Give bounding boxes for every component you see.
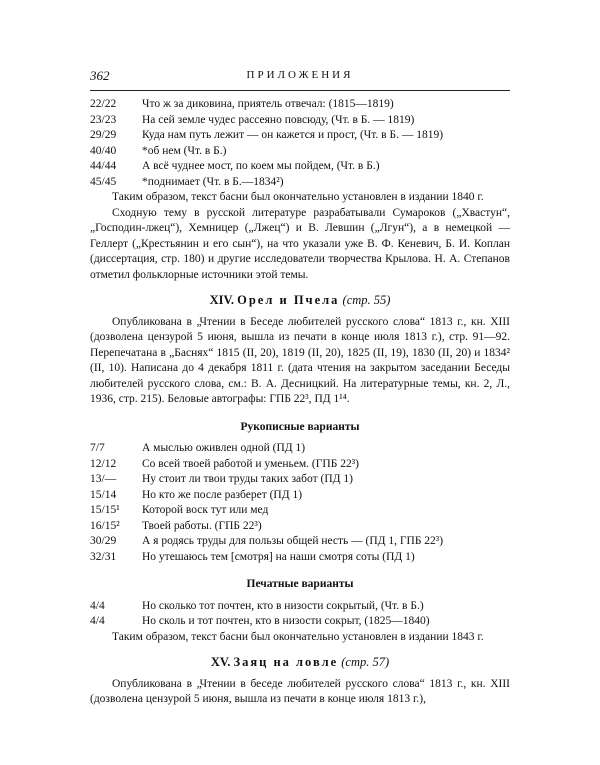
- variant-text: Куда нам путь лежит — он кажется и прост, (Чт. в Б. — 1819): [142, 129, 444, 141]
- variant-row: [90, 144, 510, 160]
- variant-text: *об нем (Чт. в Б.): [142, 144, 227, 157]
- variant-text: А мыслью оживлен одной (ПД 1): [142, 442, 306, 454]
- variant-row: [90, 519, 510, 535]
- variant-row: [90, 97, 510, 113]
- paragraph: Таким образом, текст басни был окончательно установлен в издании 1840 г.: [112, 191, 484, 203]
- section-title-text: Заяц на ловле: [233, 655, 339, 669]
- variant-text: Но сколько тот почтен, кто в низости сокрытый, (Чт. в Б.): [142, 599, 424, 612]
- variant-text: А всё чуднее мост, по коем мы пойдем, (Чт. в Б.): [142, 160, 380, 172]
- variant-number: 22/22: [90, 98, 117, 110]
- section-heading: [90, 655, 510, 671]
- variant-number: 12/12: [90, 457, 117, 470]
- variant-row: [90, 550, 510, 566]
- page-content: [90, 97, 510, 708]
- variant-number: 40/40: [90, 144, 117, 157]
- variant-row: [90, 457, 510, 473]
- subsection-heading: Рукописные варианты: [240, 420, 360, 433]
- section-numeral: XIV.: [209, 293, 234, 307]
- variant-number: 23/23: [90, 113, 117, 126]
- header-rule: [90, 90, 510, 91]
- variants-top-list: [90, 97, 510, 190]
- section-heading: [90, 293, 510, 309]
- variant-text: *поднимает (Чт. в Б.—1834²): [142, 175, 284, 188]
- variant-number: 16/15²: [90, 519, 120, 532]
- section-page-ref: (стр. 57): [341, 655, 390, 669]
- variant-number: 44/44: [90, 160, 117, 172]
- variant-row: [90, 534, 510, 550]
- variant-row: [90, 614, 510, 630]
- variant-number: 15/14: [90, 488, 117, 501]
- paragraph: Сходную тему в русской литературе разрабатывали Сумароков („Хвастун“, „Господин-лжец“), Хемницер („Лжец“) и В. Левшин („Лгун“), а в немецкой — Геллерт („Крестьянин и его сын“), на что указали уже В. Ф. Кеневич, Б. И. Коплан (диссертация, стр. 180) и другие исследователи творчества Крылова. Н. А. Степанов отметил фольклорные источники этой темы.: [90, 206, 510, 281]
- variant-row: [90, 488, 510, 504]
- variant-row: [90, 159, 510, 175]
- variant-text: Твоей работы. (ГПБ 22³): [142, 519, 262, 532]
- subsection-heading: Печатные варианты: [246, 578, 354, 590]
- variant-row: [90, 472, 510, 488]
- variant-row: [90, 175, 510, 191]
- variant-number: 30/29: [90, 535, 117, 547]
- variant-text: Но кто же после разберет (ПД 1): [142, 488, 303, 501]
- variant-text: Но утешаюсь тем [смотря] на наши смотря соты (ПД 1): [142, 550, 415, 563]
- section-page-ref: (стр. 55): [342, 293, 391, 307]
- variant-number: 4/4: [90, 615, 105, 627]
- paragraph: Опубликована в „Чтении в беседе любителей русского слова“ 1813 г., кн. XIII (дозволена цензурой 5 июня, вышла из печати в конце июля 1813 г.),: [90, 677, 510, 705]
- variant-text: Но сколь и тот почтен, кто в низости сокрыт, (1825—1840): [142, 615, 430, 627]
- variant-text: Что ж за диковина, приятель отвечал: (1815—1819): [142, 98, 394, 110]
- variant-number: 45/45: [90, 175, 117, 188]
- section-numeral: XV.: [210, 655, 231, 669]
- variant-text: Ну стоит ли твои труды таких забот (ПД 1): [142, 473, 353, 485]
- variant-row: [90, 441, 510, 457]
- variant-text: А я родясь труды для пользы общей несть — (ПД 1, ГПБ 22³): [142, 535, 444, 547]
- variant-row: [90, 113, 510, 129]
- variant-text: Со всей твоей работой и уменьем. (ГПБ 22³): [142, 457, 359, 470]
- section-title-text: Орел и Пчела: [237, 293, 340, 307]
- page-header: [90, 68, 510, 88]
- variant-number: 15/15¹: [90, 504, 120, 516]
- variant-row: [90, 503, 510, 519]
- running-title: ПРИЛОЖЕНИЯ: [246, 69, 354, 81]
- manuscript-variants-list: [90, 441, 510, 565]
- printed-variants-list: [90, 599, 510, 630]
- paragraph: Опубликована в „Чтении в Беседе любителей русского слова“ 1813 г., кн. XIII (дозволена цензурой 5 июня, вышла из печати в конце июля 1813 г.), стр. 91—92. Перепечатана в „Баснях“ 1815 (II, 20), 1819 (II, 20), 1825 (II, 19), 1830 (II, 20) и 1834² (II, 10). Написана до 4 декабря 1811 г. (дата чтения на закрытом заседании Беседы любителей русского слова, см.: В. А. Десницкий. На литературные темы, кн. 2, Л., 1936, стр. 215). Беловые автографы: ГПБ 22³, ПД 1¹⁴.: [90, 315, 510, 405]
- variant-row: [90, 599, 510, 615]
- variant-text: На сей земле чудес рассеяно повсюду, (Чт. в Б. — 1819): [142, 113, 415, 126]
- variant-number: 4/4: [90, 599, 105, 612]
- variant-row: [90, 128, 510, 144]
- variant-text: Которой воск тут или мед: [142, 504, 269, 516]
- variant-number: 13/—: [90, 473, 117, 485]
- variant-number: 7/7: [90, 442, 105, 454]
- page-number: 362: [90, 68, 110, 83]
- paragraph: Таким образом, текст басни был окончательно установлен в издании 1843 г.: [112, 630, 484, 643]
- variant-number: 29/29: [90, 129, 117, 141]
- variant-number: 32/31: [90, 550, 117, 563]
